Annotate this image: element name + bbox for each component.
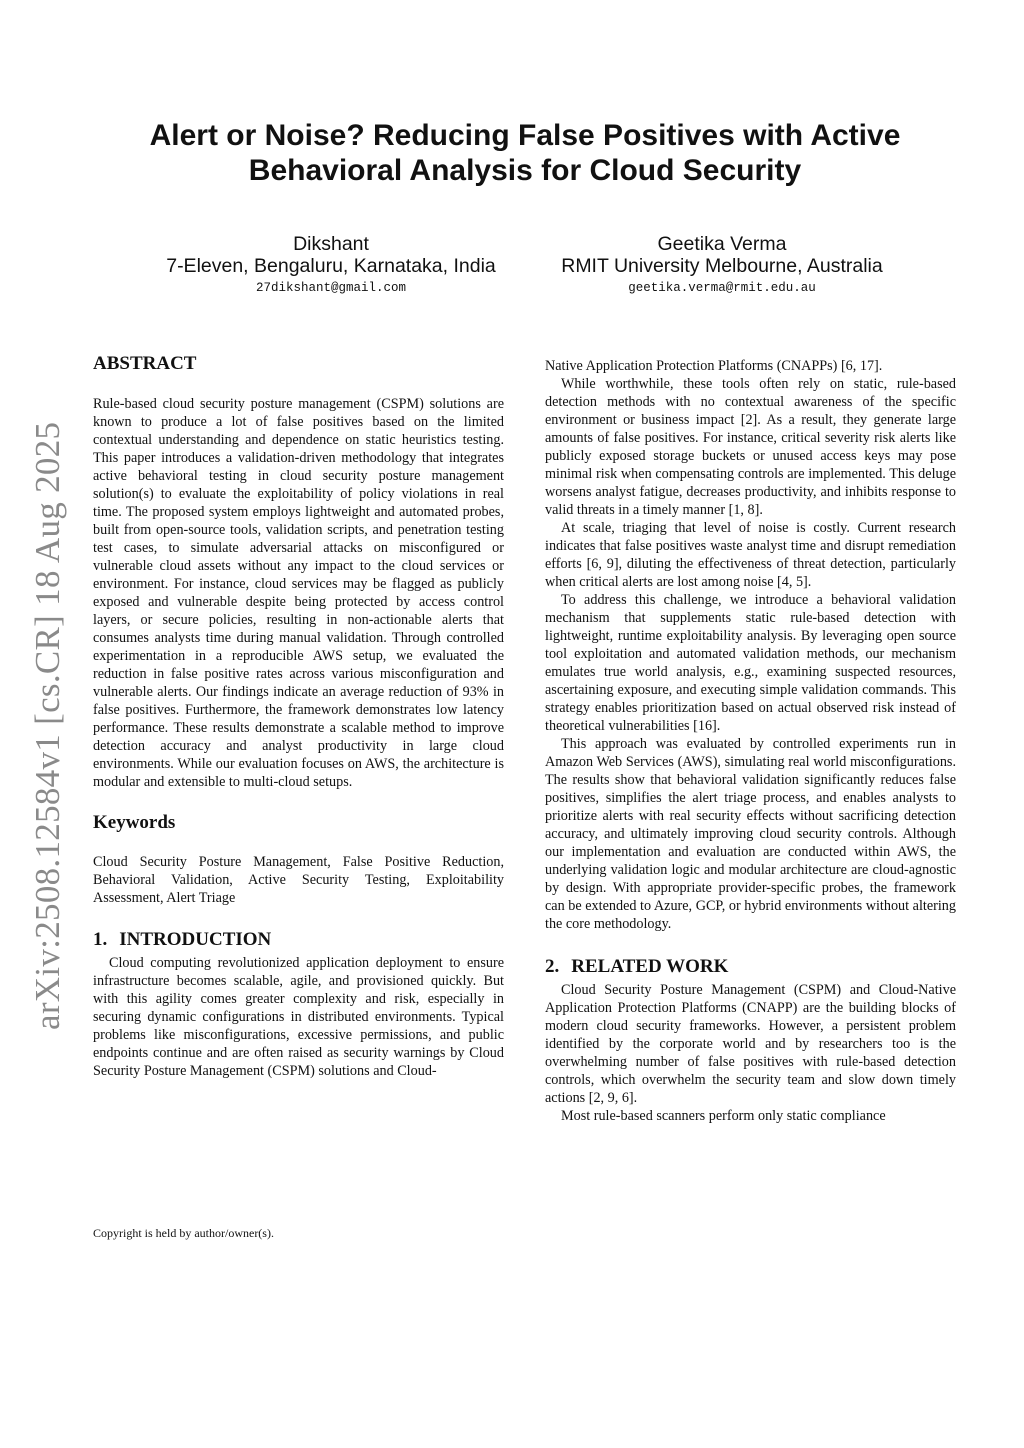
intro-paragraph-2: While worthwhile, these tools often rely on static, rule-based detection methods with no contextual awareness of the specific environment or business impact [2]. As a result, they generate large amounts of false positives. For instance, critical severity risk alerts like publicly exposed storage buckets or unused access keys may pose minimal risk when compensating controls are implemented. This deluge worsens analyst fatigue, decreases productivity, and inhibits response to valid threats in a timely manner [1, 8]. <box>545 376 956 518</box>
keywords-heading: Keywords <box>93 812 176 833</box>
abstract-text: Rule-based cloud security posture management (CSPM) solutions are known to produce a lot of false positives based on the limited contextual understanding and dependence on static heuristics testing. This paper introduces a validation-driven methodology that integrates active behavioral testing in cloud security posture management solution(s) to evaluate the exploitability of policy violations in real time. The proposed system employs lightweight and automated probes, built from open-source tools, validation scripts, and penetration testing test cases, to simulate adversarial attacks on misconfigured or vulnerable cloud assets without any impact to the cloud services or environment. For instance, cloud services may be flagged as publicly exposed and vulnerable despite being protected by access control layers, or secure policies, resulting in non-actionable alerts that consumes analysts time during manual validation. Through controlled experimentation in a reproducible AWS setup, we evaluated the reduction in false positive rates across various misconfiguration and vulnerable alerts. Our findings indicate an average reduction of 93% in false positives. Furthermore, the framework demonstrates low latency performance. These results demonstrate a scalable method to improve detection accuracy and analyst productivity in large cloud environments. While our evaluation focuses on AWS, the architecture is modular and extensible to multi-cloud setups. <box>93 396 504 790</box>
abstract-heading: ABSTRACT <box>93 353 197 374</box>
author-name: Geetika Verma <box>657 233 787 255</box>
copyright-notice: Copyright is held by author/owner(s). <box>93 1226 274 1240</box>
intro-paragraph-1-continued: Native Application Protection Platforms (CNAPPs) [6, 17]. <box>545 358 883 374</box>
introduction-heading <box>93 928 504 952</box>
right-column <box>545 357 956 1125</box>
author-email: geetika.verma@rmit.edu.au <box>628 281 816 295</box>
related-paragraph-2: Most rule-based scanners perform only static compliance <box>561 1108 886 1124</box>
section-title: INTRODUCTION <box>119 929 272 950</box>
author-email: 27dikshant@gmail.com <box>255 281 407 295</box>
author-name: Dikshant <box>293 233 369 255</box>
left-column <box>93 352 504 1080</box>
paper-title <box>80 118 970 188</box>
author-block-1 <box>121 233 541 297</box>
section-number: 2. <box>545 956 560 977</box>
related-work-heading <box>545 955 956 979</box>
intro-paragraph-1: Cloud computing revolutionized application deployment to ensure infrastructure becomes scalable, agile, and provisioned quickly. But with this agility comes greater complexity and risk, especially in securing dynamic configurations in distributed environments. Typical problems like misconfigurations, excessive permissions, and public endpoints continue and are often raised as security warnings by Cloud Security Posture Management (CSPM) solutions and Cloud- <box>93 955 504 1079</box>
arxiv-identifier-stamp: arXiv:2508.12584v1 [cs.CR] 18 Aug 2025 <box>28 421 67 1030</box>
author-affiliation: RMIT University Melbourne, Australia <box>561 255 883 277</box>
author-block-2 <box>512 233 932 297</box>
section-number: 1. <box>93 929 108 950</box>
keywords-text: Cloud Security Posture Management, False Positive Reduction, Behavioral Validation, Active Security Testing, Exploitability Assessment, Alert Triage <box>93 854 504 906</box>
intro-paragraph-3: At scale, triaging that level of noise is costly. Current research indicates that false positives waste analyst time and disrupt remediation efforts [6, 9], diluting the effectiveness of threat detection, particularly when critical alerts are lost among noise [4, 5]. <box>545 520 956 590</box>
intro-paragraph-5: This approach was evaluated by controlled experiments run in Amazon Web Services (AWS), simulating real world misconfigurations. The results show that behavioral validation significantly reduces false positives, simplifies the alert triage process, and enables analysts to prioritize alerts with real security effects without sacrificing detection accuracy, and ultimately improving cloud security controls. Although our implementation and evaluation are conducted within AWS, the underlying validation logic and modular architecture are cloud-agnostic by design. With appropriate provider-specific probes, the framework can be extended to Azure, GCP, or hybrid environments without altering the core methodology. <box>545 736 956 932</box>
author-affiliation: 7-Eleven, Bengaluru, Karnataka, India <box>166 255 496 277</box>
title-line-2: Behavioral Analysis for Cloud Security <box>248 154 802 187</box>
section-title: RELATED WORK <box>571 956 729 977</box>
title-line-1: Alert or Noise? Reducing False Positives with Active <box>149 119 901 152</box>
related-paragraph-1: Cloud Security Posture Management (CSPM) and Cloud-Native Application Protection Platforms (CNAPP) are the building blocks of modern cloud security frameworks. However, a persistent problem identified by the corporate world and by researchers too is the overwhelming number of false positives with rule-based detection controls, which overwhelm the security team and slow down timely actions [2, 9, 6]. <box>545 982 956 1106</box>
intro-paragraph-4: To address this challenge, we introduce a behavioral validation mechanism that supplements static rule-based detection with lightweight, runtime exploitability analysis. By leveraging open source tool exploitation and automated validation methods, our mechanism emulates true world analysis, e.g., examining suspected resources, ascertaining exposure, and executing simple validation commands. This strategy enables prioritization based on actual observed risk instead of theoretical vulnerabilities [16]. <box>545 592 956 734</box>
